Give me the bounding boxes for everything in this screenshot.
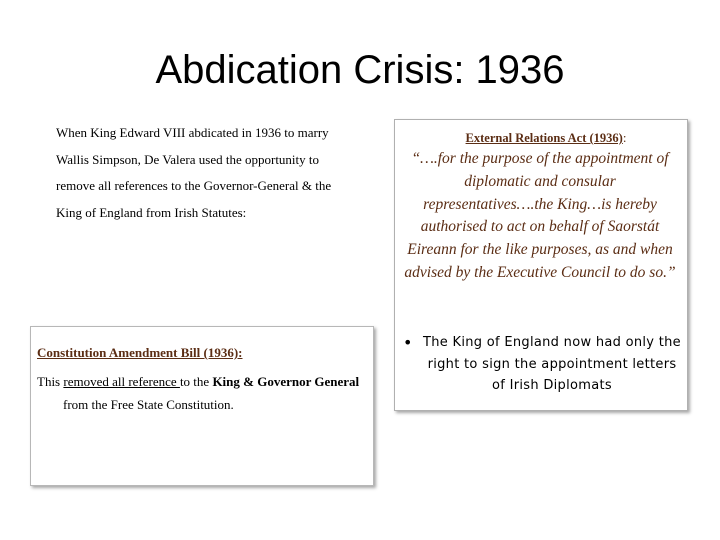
external-relations-box: [394, 119, 688, 411]
bill-text-part1: This: [37, 374, 64, 389]
bullet-icon: •: [403, 333, 413, 352]
intro-text: When King Edward VIII abdicated in 1936 to marry Wallis Simpson, De Valera used the opportunity to remove all references to the Governor-General & the King of England from Irish Statutes:: [56, 125, 332, 220]
constitution-bill-text: [37, 370, 367, 416]
external-relations-label: External Relations Act (1936): [465, 131, 623, 145]
external-relations-heading: [411, 128, 681, 148]
external-relations-label-suffix: :: [622, 130, 627, 145]
external-relations-quote: “….for the purpose of the appointment of diplomatic and consular representatives….the King…is hereby authorised to act on behalf of Saorstát Eireann for the like purposes, as and when advised by the Executive Council to do so.”: [404, 150, 676, 281]
intro-paragraph: [56, 120, 356, 226]
bill-text-part2: to the: [179, 374, 213, 389]
bill-text-part3: from the Free State Constitution.: [63, 397, 234, 412]
bullet-text: The King of England now had only the right to sign the appointment letters of Irish Diplomats: [423, 335, 681, 393]
bill-text-bold: King & Governor General: [212, 374, 360, 389]
constitution-bill-heading: Constitution Amendment Bill (1936):: [37, 345, 243, 360]
constitution-bill-box: [30, 326, 374, 486]
bill-text-underlined: removed all reference: [63, 374, 180, 389]
slide-title: Abdication Crisis: 1936: [155, 48, 565, 92]
